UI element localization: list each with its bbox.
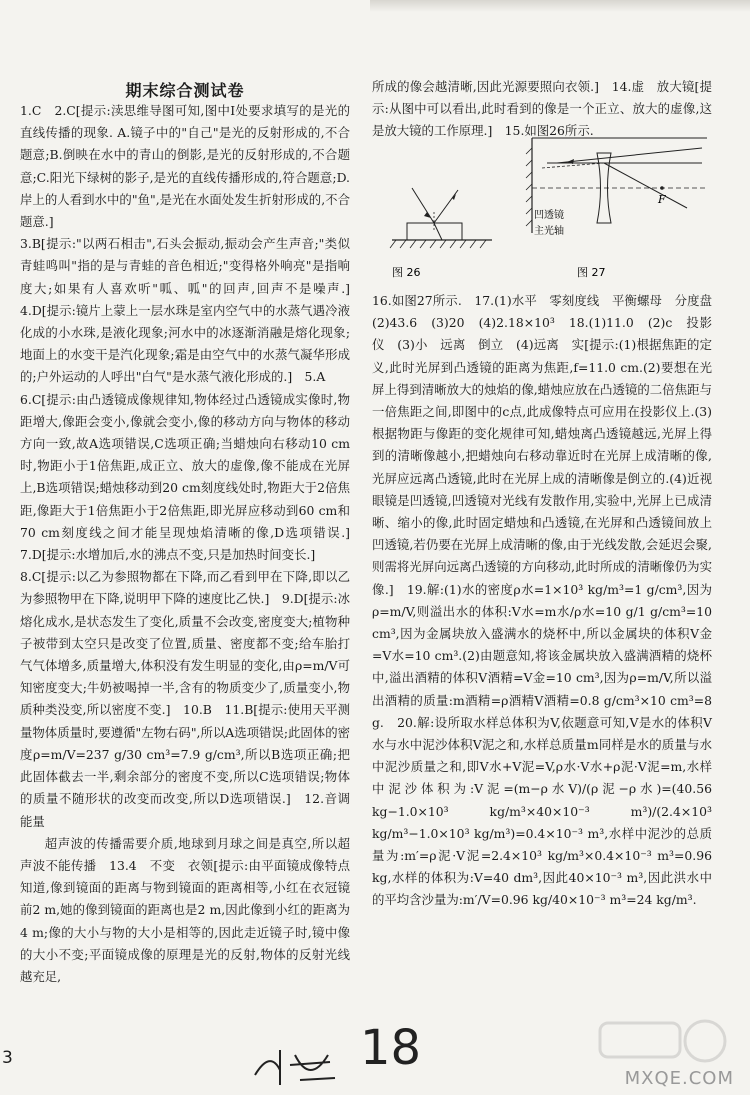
watermark-text: MXQE.COM xyxy=(624,1068,734,1089)
lens-label: 凹透镜 xyxy=(534,210,564,221)
right-column xyxy=(372,290,725,912)
figure-27 xyxy=(526,138,707,237)
page-number: 3 xyxy=(2,1048,13,1068)
handwritten-number: 18 xyxy=(360,1020,422,1076)
answer-paragraph: 16.如图27所示. 17.(1)水平 零刻度线 平衡螺母 分度盘 (2)43.6 (3)20 (4)2.18×10³ 18.(1)11.0 (2)c 投影仪 (3)小 远离 倒立 (4)远离 实[提示:(1)根据焦距的定义,此时光屏到凸透镜的距离为焦距,f=11.0 cm.(2)要想在光屏上得到清晰放大的烛焰的像,蜡烛应放在凸透镜的二倍焦距与一倍焦距之间,即图中的c点,此成像特点可应用在投影仪上.(3)根据物距与像距的变化规律可知,蜡烛离凸透镜越远,光屏上得到的清晰像越小,把蜡烛向右移动靠近时在光屏上成清晰的像,光屏应远离凸透镜,此时在光屏上成的清晰像是倒立的.(4)近视眼镜是凹透镜,凹透镜对光线有发散作用,实验中,光屏上已成清晰、缩小的像,此时固定蜡烛和凸透镜,在光屏和凸透镜间放上凹透镜,若仍要在光屏上成清晰的像,由于光线发散,会延迟会聚,则需将光屏向远离凸透镜的方向移动,此时所成的清晰像仍为实像.] 19.解:(1)水的密度ρ水=1×10³ kg/m³=1 g/cm³,因为ρ=m/V,则溢出水的体积:V水=m水/ρ水=10 g/1 g/cm³=10 cm³,因为金属块放入盛满水的烧杯中,所以金属块的体积V金=V水=10 cm³.(2)由题意知,将该金属块放入盛满酒精的烧杯中,溢出酒精的体积V酒精=V金=10 cm³,因为ρ=m/V,所以溢出酒精的质量:m酒精=ρ酒精V酒精=0.8 g/cm³×10 cm³=8 g. 20.解:设所取水样总体积为V,依题意可知,V是水的体积V水与水中泥沙体积V泥之和,水样总质量m同样是水的质量与水中泥沙质量之和,即V水+V泥=V,ρ水·V水+ρ泥·V泥=m,水样中泥沙体积为:V泥=(m−ρ水V)/(ρ泥−ρ水)=(40.56 kg−1.0×10³ kg/m³×40×10⁻³ m³)/(2.4×10³ kg/m³−1.0×10³ kg/m³)=0.4×10⁻³ m³,水样中泥沙的总质量为:m′=ρ泥·V泥=2.4×10³ kg/m³×0.4×10⁻³ m³=0.96 kg,水样的体积为:V=40 dm³,因此40×10⁻³ m³,因此洪水中的平均含沙量为:m′/V=0.96 kg/40×10⁻³ m³=24 kg/m³. xyxy=(372,293,725,908)
left-column xyxy=(20,100,363,988)
answer-paragraph: 3.B[提示:"以两石相击",石头会振动,振动会产生声音;"类似青蛙鸣叫"指的是与青蛙的音色相近;"变得格外响亮"是指响度大;如果有人喜欢听"呱、呱"的回声,回声不是噪声.] 4.D[提示:镜片上蒙上一层水珠是室内空气中的水蒸气遇冷液化成的小水珠,是液化现象;河水中的冰逐渐消融是熔化现象;地面上的水变干是汽化现象;霜是由空气中的水蒸气凝华形成的;户外运动的人呼出"白气"是水蒸气液化形成的.] 5.A xyxy=(20,236,363,385)
focus-label: F xyxy=(658,193,666,206)
handwriting-scribble xyxy=(250,1030,340,1090)
figure-diagrams xyxy=(372,128,712,278)
figure-26 xyxy=(390,188,492,248)
answer-paragraph: 1.C 2.C[提示:渎思维导图可知,图中Ⅰ处要求填写的是光的直线传播的现象. A.镜子中的"自己"是光的反射形成的,不合题意;B.倒映在水中的青山的倒影,是光的反射形成的,不合题意;C.阳光下绿树的影子,是光的直线传播形成的,符合题意;D.岸上的人看到水中的"鱼",是光在水面处发生折射形成的,不合题意.] xyxy=(20,103,350,230)
fig27-caption: 图 27 xyxy=(577,266,606,278)
scan-edge xyxy=(370,0,750,12)
answer-paragraph: 超声波的传播需要介质,地球到月球之间是真空,所以超声波不能传播 13.4 不变 衣领[提示:由平面镜成像特点知道,像到镜面的距离与物到镜面的距离相等,小红在衣冠镜前2 m,她的像到镜面的距离也是2 m,因此像到小红的距离为4 m;像的大小与物的大小是相等的,因此走近镜子时,镜中像的大小不变;平面镜成像的原理是光的反射,物体的反射光线越充足, xyxy=(20,835,350,984)
answer-paragraph: 所成的像会越清晰,因此光源要照向衣领.] 14.虚 放大镜[提示:从图中可以看出,此时看到的像是一个正立、放大的虚像,这是放大镜的工作原理.] 15.如图26所示. xyxy=(372,79,712,139)
figures xyxy=(372,128,712,278)
axis-label: 主光轴 xyxy=(534,226,564,237)
answer-paragraph: 6.C[提示:由凸透镜成像规律知,物体经过凸透镜成实像时,物距增大,像距会变小,像就会变小,像的移动方向与物体的移动方向一致,故A选项错误,C选项正确;当蜡烛向右移动10 cm时,物距小于1倍焦距,成正立、放大的虚像,像不能成在光屏上,B选项错误;蜡烛移动到20 cm刻度线处时,物距大于2倍焦距,像距大于1倍焦距小于2倍焦距,即光屏应移动到60 cm和70 cm刻度线之间才能呈现烛焰清晰的像,D选项错误.] 7.D[提示:水增加后,水的沸点不变,只是加热时间变长.] xyxy=(20,391,363,563)
answer-paragraph: 8.C[提示:以乙为参照物都在下降,而乙看到甲在下降,即以乙为参照物甲在下降,说明甲下降的速度比乙快.] 9.D[提示:冰熔化成水,是状态发生了变化,质量不会改变,密度变大;植物种子被带到太空只是改变了位置,质量、密度都不变;给车胎打气气体增多,质量增大,体积没有发生明显的变化,由ρ=m/V可知密度变大;牛奶被喝掉一半,含有的物质变少了,质量变小,物质种类没变,所以密度不变.] 10.B 11.B[提示:使用天平测量物体质量时,要遵循"左物右码",所以A选项错误;此固体的密度ρ=m/V=237 g/30 cm³=7.9 g/cm³,所以B选项正确;把此固体截去一半,剩余部分的密度不变,所以C选项错误;物体的质量不随形状的改变而改变,所以D选项错误.] 12.音调 能量 xyxy=(20,569,363,829)
fig26-caption: 图 26 xyxy=(392,266,421,278)
page-title: 期末综合测试卷 xyxy=(125,81,245,100)
